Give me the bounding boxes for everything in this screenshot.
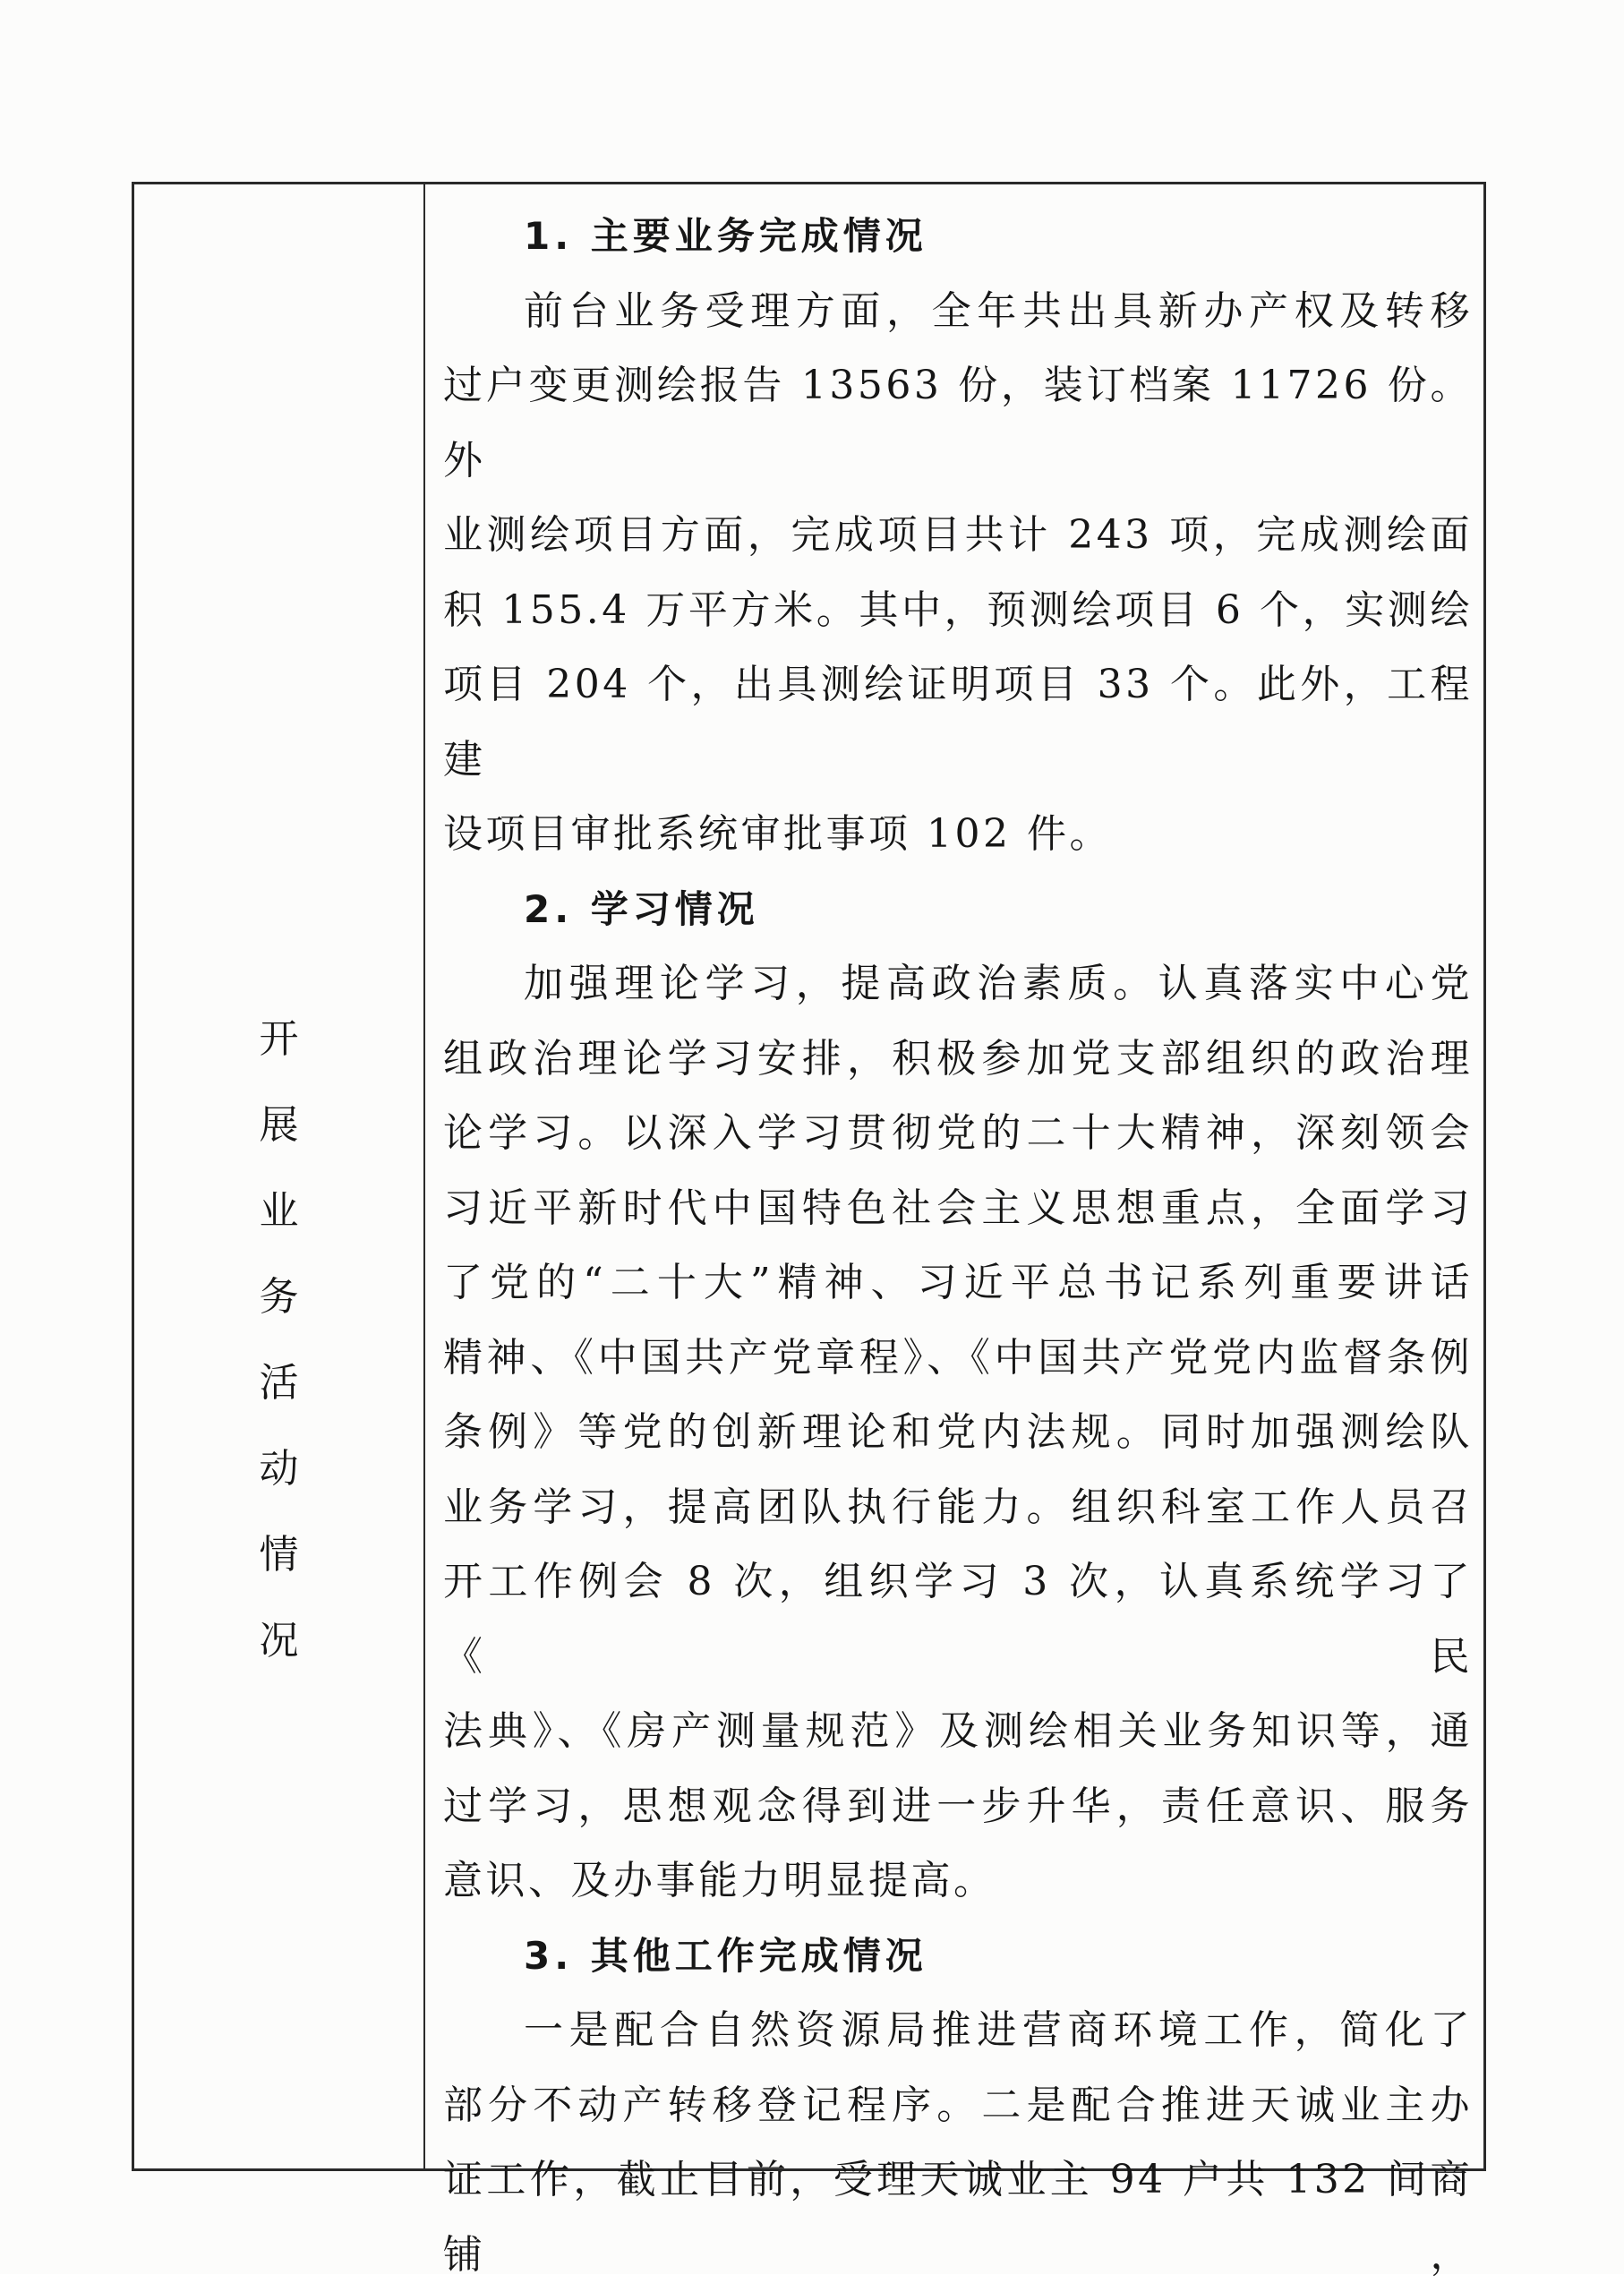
row-label-char: 开 bbox=[259, 1016, 299, 1062]
row-label-cell bbox=[134, 182, 423, 2168]
row-label-char: 活 bbox=[259, 1360, 299, 1406]
text-line: 前台业务受理方面，全年共出具新办产权及转移 bbox=[524, 287, 1473, 334]
text-line: 设项目审批系统审批事项 102 件。 bbox=[443, 811, 1112, 857]
text-line: 项目 204 个，出具测绘证明项目 33 个。此外，工程建 bbox=[443, 662, 1473, 783]
text-line: 论学习。以深入学习贯彻党的二十大精神，深刻领会 bbox=[443, 1110, 1473, 1156]
text-line: 过户变更测绘报告 13563 份，装订档案 11726 份。外 bbox=[443, 363, 1473, 483]
text-line: 开工作例会 8 次，组织学习 3 次，认真系统学习了《民 bbox=[443, 1559, 1473, 1680]
text-line: 业务学习，提高团队执行能力。组织科室工作人员召 bbox=[443, 1484, 1473, 1530]
text-line: 精神、《中国共产党章程》、《中国共产党党内监督条例 bbox=[443, 1334, 1473, 1381]
row-label-char: 动 bbox=[259, 1446, 299, 1492]
text-line: 业测绘项目方面，完成项目共计 243 项，完成测绘面 bbox=[443, 512, 1473, 558]
section-heading: 2. 学习情况 bbox=[524, 886, 759, 931]
column-divider bbox=[423, 182, 425, 2171]
text-line: 习近平新时代中国特色社会主义思想重点，全面学习 bbox=[443, 1184, 1473, 1231]
section-heading: 3. 其他工作完成情况 bbox=[524, 1933, 927, 1978]
text-line: 法典》、《房产测量规范》及测绘相关业务知识等，通 bbox=[443, 1708, 1473, 1754]
text-line: 一是配合自然资源局推进营商环境工作，简化了 bbox=[524, 2007, 1473, 2053]
text-line: 证工作，截止目前，受理天诚业主 94 户共 132 间商铺， bbox=[443, 2157, 1473, 2278]
text-line: 意识、及办事能力明显提高。 bbox=[443, 1858, 996, 1903]
text-line: 过学习，思想观念得到进一步升华，责任意识、服务 bbox=[443, 1783, 1473, 1829]
content-cell bbox=[443, 199, 1473, 2292]
row-label-char: 情 bbox=[259, 1532, 299, 1578]
row-label-char: 况 bbox=[259, 1618, 299, 1663]
text-line: 积 155.4 万平方米。其中，预测绘项目 6 个，实测绘 bbox=[443, 586, 1473, 633]
text-line: 条例》等党的创新理论和党内法规。同时加强测绘队 bbox=[443, 1409, 1473, 1455]
text-line: 了党的“二十大”精神、习近平总书记系列重要讲话 bbox=[443, 1260, 1473, 1305]
text-line: 部分不动产转移登记程序。二是配合推进天诚业主办 bbox=[443, 2082, 1473, 2128]
row-label-char: 务 bbox=[259, 1274, 299, 1320]
text-line: 加强理论学习，提高政治素质。认真落实中心党 bbox=[524, 961, 1473, 1006]
text-line: 组政治理论学习安排，积极参加党支部组织的政治理 bbox=[443, 1035, 1473, 1082]
row-label-char: 业 bbox=[259, 1188, 299, 1234]
section-heading: 1. 主要业务完成情况 bbox=[524, 214, 927, 258]
row-label-char: 展 bbox=[259, 1102, 299, 1148]
row-label-text bbox=[134, 996, 423, 1684]
